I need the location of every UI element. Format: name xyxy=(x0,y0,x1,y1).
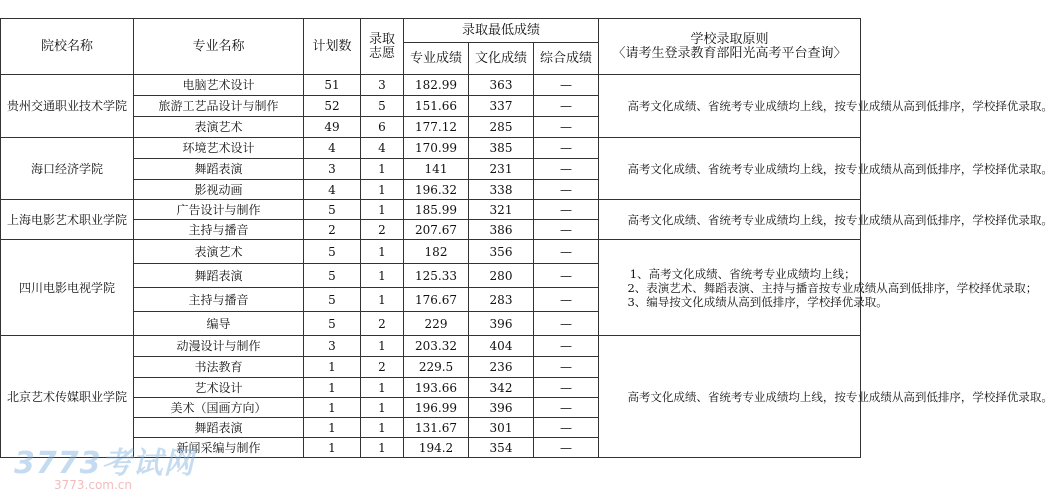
comprehensive-score-cell: — xyxy=(534,288,599,312)
admission-principle xyxy=(599,75,1053,138)
volunteer-cell: 1 xyxy=(361,180,404,200)
watermark-main: 3773考试网 xyxy=(14,446,195,481)
comprehensive-score-cell: — xyxy=(534,159,599,180)
major-cell: 编导 xyxy=(134,312,304,336)
prof-score-cell: 170.99 xyxy=(404,138,469,159)
prof-score-cell: 196.32 xyxy=(404,180,469,200)
culture-score-cell: 285 xyxy=(469,117,534,138)
comprehensive-score-cell: — xyxy=(534,398,599,418)
volunteer-cell: 2 xyxy=(361,220,404,240)
plan-cell: 1 xyxy=(304,418,361,438)
plan-cell: 1 xyxy=(304,438,361,458)
principle-title: 学校录取原则 xyxy=(690,31,769,47)
table-body xyxy=(1,75,1053,458)
comprehensive-score-cell: — xyxy=(534,220,599,240)
header-plan: 计划数 xyxy=(304,19,361,75)
plan-cell: 5 xyxy=(304,200,361,220)
major-cell: 旅游工艺品设计与制作 xyxy=(134,96,304,117)
prof-score-cell: 176.67 xyxy=(404,288,469,312)
volunteer-cell: 3 xyxy=(361,75,404,96)
comprehensive-score-cell: — xyxy=(534,378,599,398)
table-row xyxy=(1,336,861,357)
table-row xyxy=(1,138,861,159)
principle-line: 高考文化成绩、省统考专业成绩均上线，按专业成绩从高到低排序，学校择优录取。 xyxy=(627,389,1053,404)
prof-score-cell: 182.99 xyxy=(404,75,469,96)
plan-cell: 5 xyxy=(304,288,361,312)
comprehensive-score-cell: — xyxy=(534,117,599,138)
plan-cell: 5 xyxy=(304,264,361,288)
culture-score-cell: 231 xyxy=(469,159,534,180)
volunteer-cell: 1 xyxy=(361,200,404,220)
prof-score-cell: 196.99 xyxy=(404,398,469,418)
school-name: 贵州交通职业技术学院 xyxy=(1,75,134,138)
header-school: 院校名称 xyxy=(1,19,134,75)
prof-score-cell: 131.67 xyxy=(404,418,469,438)
major-cell: 广告设计与制作 xyxy=(134,200,304,220)
header-culture-score: 文化成绩 xyxy=(469,43,534,75)
school-name: 北京艺术传媒职业学院 xyxy=(1,336,134,458)
culture-score-cell: 301 xyxy=(469,418,534,438)
major-cell: 主持与播音 xyxy=(134,220,304,240)
volunteer-cell: 1 xyxy=(361,240,404,264)
culture-score-cell: 404 xyxy=(469,336,534,357)
major-cell: 舞蹈表演 xyxy=(134,418,304,438)
volunteer-cell: 1 xyxy=(361,288,404,312)
volunteer-cell: 1 xyxy=(361,398,404,418)
header-comprehensive-score: 综合成绩 xyxy=(534,43,599,75)
prof-score-cell: 182 xyxy=(404,240,469,264)
comprehensive-score-cell: — xyxy=(534,312,599,336)
comprehensive-score-cell: — xyxy=(534,240,599,264)
culture-score-cell: 321 xyxy=(469,200,534,220)
plan-cell: 3 xyxy=(304,336,361,357)
culture-score-cell: 385 xyxy=(469,138,534,159)
prof-score-cell: 193.66 xyxy=(404,378,469,398)
culture-score-cell: 337 xyxy=(469,96,534,117)
culture-score-cell: 356 xyxy=(469,240,534,264)
plan-cell: 51 xyxy=(304,75,361,96)
volunteer-cell: 5 xyxy=(361,96,404,117)
header-principle xyxy=(599,19,861,75)
admission-principle xyxy=(599,200,1053,240)
principle-line: 高考文化成绩、省统考专业成绩均上线，按专业成绩从高到低排序，学校择优录取。 xyxy=(627,99,1053,113)
admission-principle xyxy=(599,240,1038,336)
prof-score-cell: 141 xyxy=(404,159,469,180)
comprehensive-score-cell: — xyxy=(534,180,599,200)
major-cell: 主持与播音 xyxy=(134,288,304,312)
header-major: 专业名称 xyxy=(134,19,304,75)
volunteer-cell: 1 xyxy=(361,378,404,398)
prof-score-cell: 177.12 xyxy=(404,117,469,138)
culture-score-cell: 396 xyxy=(469,312,534,336)
principle-line: 3、编导按文化成绩从高到低排序，学校择优录取。 xyxy=(627,294,888,309)
table-row xyxy=(1,200,861,220)
comprehensive-score-cell: — xyxy=(534,438,599,458)
major-cell: 环境艺术设计 xyxy=(134,138,304,159)
comprehensive-score-cell: — xyxy=(534,96,599,117)
volunteer-cell: 4 xyxy=(361,138,404,159)
volunteer-cell: 1 xyxy=(361,264,404,288)
plan-cell: 1 xyxy=(304,357,361,378)
plan-cell: 52 xyxy=(304,96,361,117)
admission-table xyxy=(0,18,1053,458)
comprehensive-score-cell: — xyxy=(534,336,599,357)
major-cell: 表演艺术 xyxy=(134,117,304,138)
volunteer-cell: 1 xyxy=(361,336,404,357)
school-name: 四川电影电视学院 xyxy=(1,240,134,336)
comprehensive-score-cell: — xyxy=(534,264,599,288)
plan-cell: 4 xyxy=(304,138,361,159)
principle-line: 高考文化成绩、省统考专业成绩均上线，按专业成绩从高到低排序，学校择优录取。 xyxy=(627,161,1053,176)
major-cell: 美术（国画方向） xyxy=(134,398,304,418)
culture-score-cell: 354 xyxy=(469,438,534,458)
school-name: 上海电影艺术职业学院 xyxy=(1,200,134,240)
culture-score-cell: 283 xyxy=(469,288,534,312)
major-cell: 影视动画 xyxy=(134,180,304,200)
prof-score-cell: 229.5 xyxy=(404,357,469,378)
header-prof-score: 专业成绩 xyxy=(404,43,469,75)
header-volunteer: 录取 志愿 xyxy=(361,19,404,75)
comprehensive-score-cell: — xyxy=(534,75,599,96)
comprehensive-score-cell: — xyxy=(534,138,599,159)
admission-principle xyxy=(599,138,1053,200)
major-cell: 表演艺术 xyxy=(134,240,304,264)
prof-score-cell: 229 xyxy=(404,312,469,336)
comprehensive-score-cell: — xyxy=(534,357,599,378)
prof-score-cell: 151.66 xyxy=(404,96,469,117)
comprehensive-score-cell: — xyxy=(534,418,599,438)
culture-score-cell: 363 xyxy=(469,75,534,96)
principle-line: 高考文化成绩、省统考专业成绩均上线，按专业成绩从高到低排序，学校择优录取。 xyxy=(627,212,1053,227)
major-cell: 电脑艺术设计 xyxy=(134,75,304,96)
table-row xyxy=(1,240,861,264)
watermark-sub: 3773.com.cn xyxy=(54,478,132,492)
plan-cell: 2 xyxy=(304,220,361,240)
culture-score-cell: 280 xyxy=(469,264,534,288)
major-cell: 艺术设计 xyxy=(134,378,304,398)
volunteer-cell: 2 xyxy=(361,357,404,378)
plan-cell: 1 xyxy=(304,398,361,418)
culture-score-cell: 236 xyxy=(469,357,534,378)
plan-cell: 1 xyxy=(304,378,361,398)
major-cell: 舞蹈表演 xyxy=(134,159,304,180)
principle-subtitle: 〈请考生登录教育部阳光高考平台查询〉 xyxy=(612,45,847,61)
culture-score-cell: 386 xyxy=(469,220,534,240)
prof-score-cell: 185.99 xyxy=(404,200,469,220)
school-name: 海口经济学院 xyxy=(1,138,134,200)
volunteer-cell: 1 xyxy=(361,438,404,458)
major-cell: 动漫设计与制作 xyxy=(134,336,304,357)
plan-cell: 3 xyxy=(304,159,361,180)
plan-cell: 5 xyxy=(304,312,361,336)
culture-score-cell: 396 xyxy=(469,398,534,418)
volunteer-cell: 1 xyxy=(361,159,404,180)
comprehensive-score-cell: — xyxy=(534,200,599,220)
prof-score-cell: 207.67 xyxy=(404,220,469,240)
header-min-score: 录取最低成绩 xyxy=(404,19,599,43)
volunteer-cell: 2 xyxy=(361,312,404,336)
volunteer-cell: 6 xyxy=(361,117,404,138)
principle-line: 1、高考文化成绩、省统考专业成绩均上线； xyxy=(629,266,856,281)
prof-score-cell: 125.33 xyxy=(404,264,469,288)
plan-cell: 5 xyxy=(304,240,361,264)
prof-score-cell: 203.32 xyxy=(404,336,469,357)
plan-cell: 49 xyxy=(304,117,361,138)
admission-principle xyxy=(599,336,1053,458)
major-cell: 舞蹈表演 xyxy=(134,264,304,288)
plan-cell: 4 xyxy=(304,180,361,200)
principle-line: 2、表演艺术、舞蹈表演、主持与播音按专业成绩从高到低排序，学校择优录取； xyxy=(627,280,1038,295)
culture-score-cell: 338 xyxy=(469,180,534,200)
major-cell: 书法教育 xyxy=(134,357,304,378)
volunteer-cell: 1 xyxy=(361,418,404,438)
table-row xyxy=(1,75,861,96)
prof-score-cell: 194.2 xyxy=(404,438,469,458)
major-cell: 新闻采编与制作 xyxy=(134,438,304,458)
culture-score-cell: 342 xyxy=(469,378,534,398)
